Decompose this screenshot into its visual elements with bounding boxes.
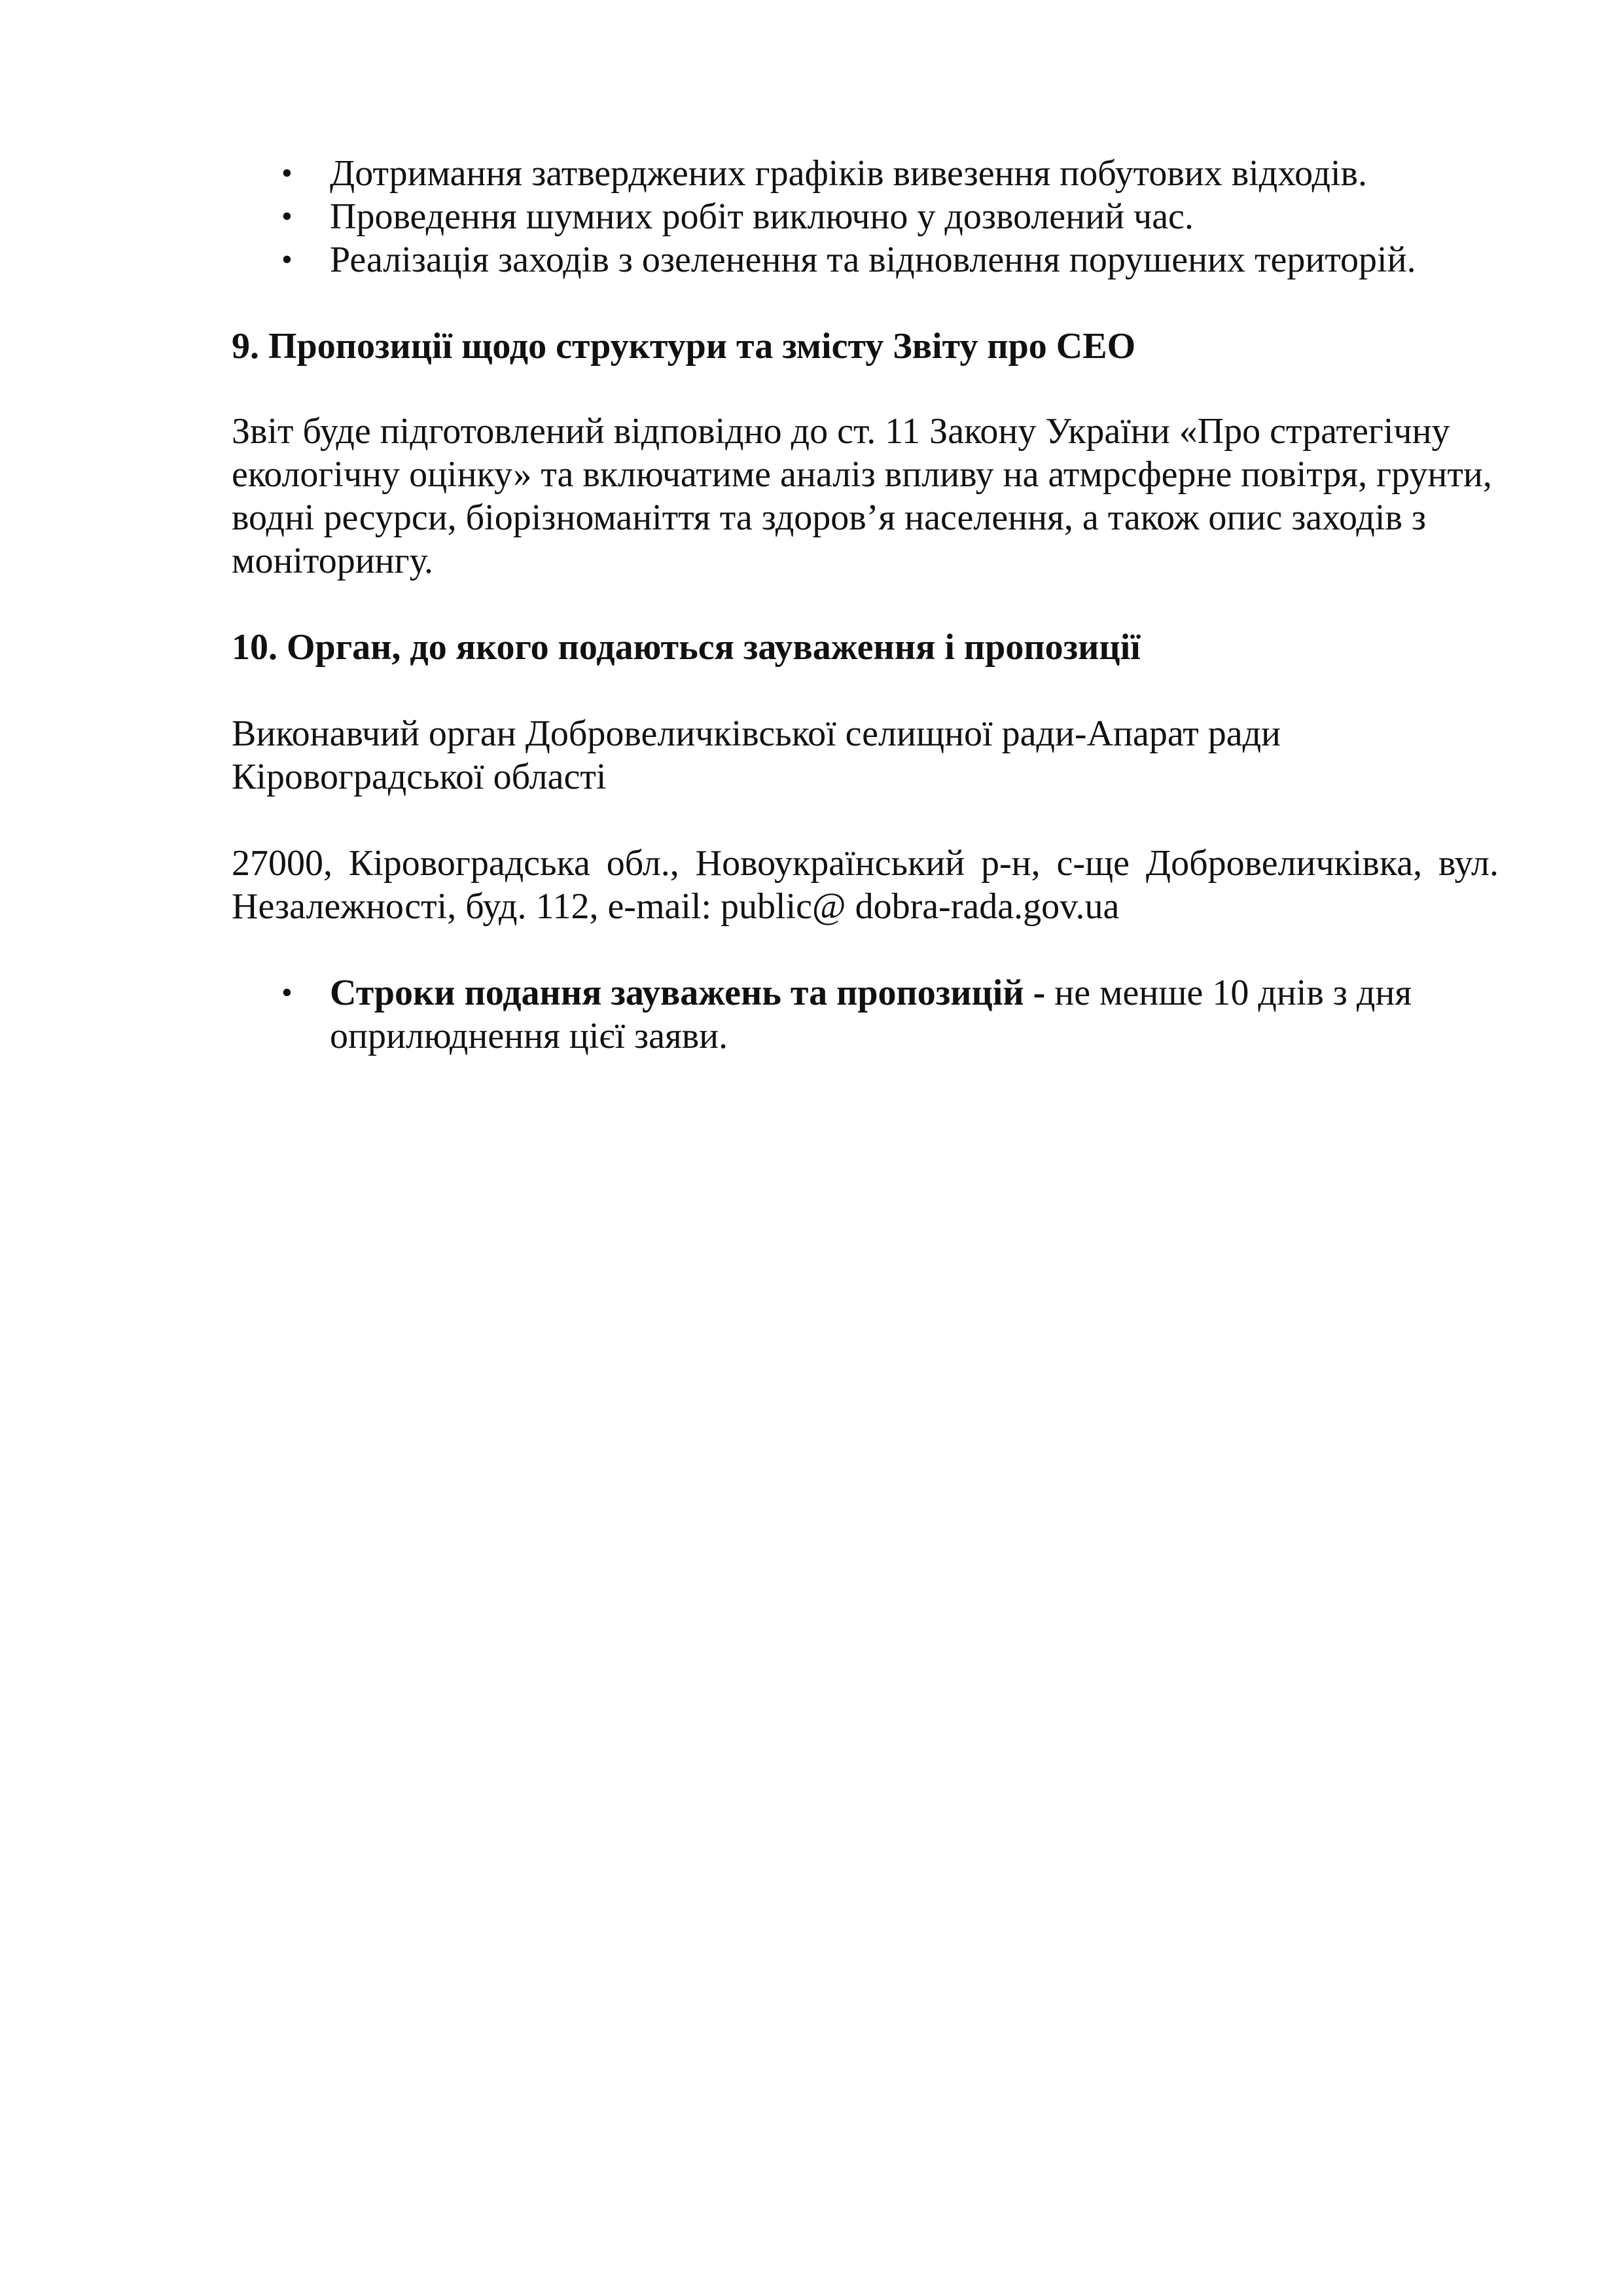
measures-list xyxy=(232,152,1499,281)
list-item-text: Проведення шумних робіт виключно у дозволений час. xyxy=(330,196,1194,237)
section-9-text: Звіт буде підготовлений відповідно до ст. 11 Закону України «Про стратегічну екологічну оцінку» та включатиме аналіз впливу на атмрсферне повітря, грунти, водні ресурси, біорізноманіття та здоров’я населення, а також опис заходів з моніторингу. xyxy=(232,411,1492,581)
list-item xyxy=(232,238,1499,281)
authority-name: Виконавчий орган Добровеличківської селищної ради-Апарат ради Кіровоградської області xyxy=(232,713,1281,797)
bullet-icon: • xyxy=(281,156,293,190)
deadline-list xyxy=(232,971,1499,1058)
document-page xyxy=(232,152,1499,1058)
deadline-label: Строки подання зауважень та пропозицій - xyxy=(330,973,1046,1013)
list-item-text: Дотримання затверджених графіків вивезення побутових відходів. xyxy=(330,153,1367,194)
bullet-icon: • xyxy=(281,199,293,234)
bullet-icon: • xyxy=(281,975,293,1010)
section-10-heading: 10. Орган, до якого подаються зауваження і пропозиції xyxy=(232,627,1141,668)
list-item xyxy=(232,152,1499,195)
list-item xyxy=(232,195,1499,238)
bullet-icon: • xyxy=(281,242,293,277)
authority-address: 27000, Кіровоградська обл., Новоукраїнський р-н, с-ще Добровеличківка, вул. Незалежності, буд. 112, e-mail: public@ dobra-rada.gov.ua xyxy=(232,843,1499,927)
deadline-text: не менше 10 днів з дня оприлюднення цієї заяви. xyxy=(330,973,1412,1056)
list-item-text: Реалізація заходів з озеленення та відновлення порушених територій. xyxy=(330,240,1416,280)
section-9-heading: 9. Пропозиції щодо структури та змісту Звіту про СЕО xyxy=(232,326,1136,367)
list-item xyxy=(232,971,1499,1058)
